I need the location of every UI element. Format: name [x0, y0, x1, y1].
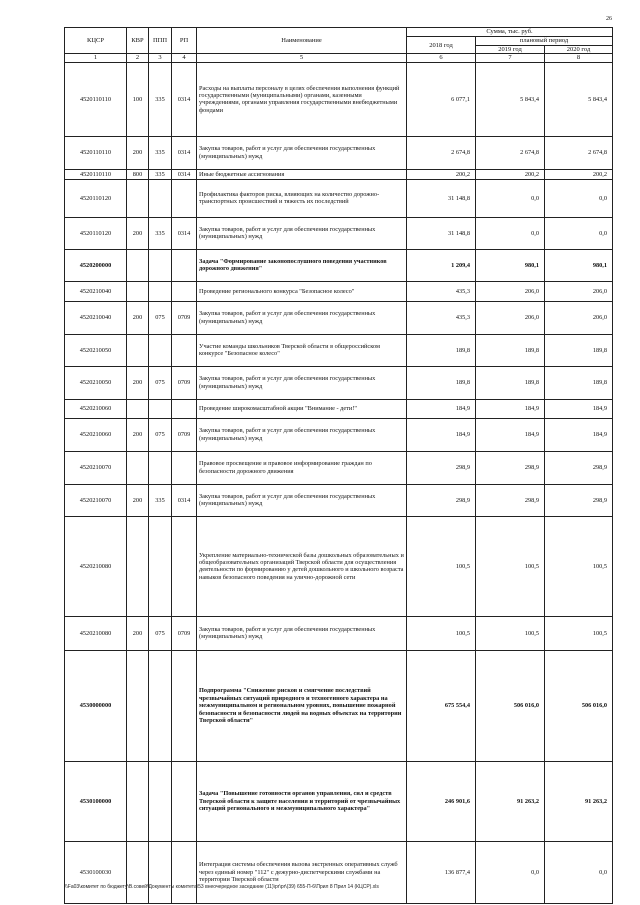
row-name: Проведение регионального конкурса "Безопасное колесо" [197, 281, 407, 301]
header-kvr: КВР [127, 28, 149, 54]
file-path-footer: \\Fa03\комитет по бюджету\В.совей\Документы комитета\53 внеочередное заседание (11)\pr\pr\(39) 655-П-6\Прил 8 Прил 14 (КЦСР).xls [65, 884, 379, 890]
row-value-2018: 100,5 [407, 616, 476, 650]
row-value-2018: 435,3 [407, 281, 476, 301]
row-rp [172, 650, 197, 761]
table-row [65, 650, 613, 761]
row-value-2020: 0,0 [545, 841, 613, 903]
row-value-2018: 184,9 [407, 399, 476, 418]
row-kvr [127, 650, 149, 761]
row-kvr [127, 516, 149, 616]
row-value-2020: 206,0 [545, 301, 613, 334]
column-number: 8 [545, 54, 613, 62]
header-2019: 2019 год [476, 46, 545, 54]
row-value-2018: 184,9 [407, 418, 476, 451]
row-kcsr: 4520110110 [65, 62, 127, 136]
row-ppp [149, 650, 172, 761]
column-number: 4 [172, 54, 197, 62]
table-row [65, 334, 613, 366]
row-value-2019: 5 843,4 [476, 62, 545, 136]
column-number: 2 [127, 54, 149, 62]
row-value-2020: 980,1 [545, 249, 613, 281]
row-name: Закупка товаров, работ и услуг для обеспечения государственных (муниципальных) нужд [197, 418, 407, 451]
row-value-2019: 0,0 [476, 217, 545, 249]
row-value-2020: 189,8 [545, 366, 613, 399]
row-ppp: 335 [149, 217, 172, 249]
row-value-2020: 5 843,4 [545, 62, 613, 136]
row-kcsr: 4520110110 [65, 136, 127, 169]
row-rp [172, 281, 197, 301]
row-kcsr: 4520210080 [65, 516, 127, 616]
row-value-2018: 100,5 [407, 516, 476, 616]
column-number: 6 [407, 54, 476, 62]
row-rp [172, 841, 197, 903]
row-rp: 0314 [172, 217, 197, 249]
row-kcsr: 4520210060 [65, 418, 127, 451]
table-row [65, 484, 613, 516]
row-name: Укрепление материально-технической базы дошкольных образовательных и общеобразовательных организаций Тверской области для осуществления деятельности по формированию у детей дошкольного и школьного возраста навыков безопасного поведения на улично-дорожной сети [197, 516, 407, 616]
row-ppp [149, 841, 172, 903]
row-kvr [127, 334, 149, 366]
table-row [65, 516, 613, 616]
table-row [65, 217, 613, 249]
row-value-2019: 200,2 [476, 169, 545, 179]
row-value-2019: 100,5 [476, 516, 545, 616]
row-rp: 0314 [172, 484, 197, 516]
table-row [65, 62, 613, 136]
table-row [65, 399, 613, 418]
row-kvr: 100 [127, 62, 149, 136]
row-value-2019: 0,0 [476, 179, 545, 217]
table-row [65, 301, 613, 334]
header-name: Наименование [197, 28, 407, 54]
row-kcsr: 4520200000 [65, 249, 127, 281]
row-value-2020: 298,9 [545, 451, 613, 484]
row-kvr: 200 [127, 418, 149, 451]
row-kvr [127, 761, 149, 841]
row-value-2018: 200,2 [407, 169, 476, 179]
row-rp [172, 399, 197, 418]
row-kvr [127, 841, 149, 903]
table-row [65, 761, 613, 841]
row-value-2018: 1 209,4 [407, 249, 476, 281]
table-row [65, 841, 613, 903]
row-value-2018: 6 077,1 [407, 62, 476, 136]
row-ppp: 075 [149, 301, 172, 334]
row-ppp: 335 [149, 484, 172, 516]
row-kvr: 200 [127, 217, 149, 249]
row-value-2019: 2 674,8 [476, 136, 545, 169]
row-value-2020: 189,8 [545, 334, 613, 366]
table-row [65, 179, 613, 217]
row-value-2019: 980,1 [476, 249, 545, 281]
row-rp [172, 249, 197, 281]
row-kcsr: 4520210040 [65, 281, 127, 301]
row-kcsr: 4520210070 [65, 484, 127, 516]
row-name: Проведение широкомасштабной акции "Внимание - дети!" [197, 399, 407, 418]
row-value-2018: 2 674,8 [407, 136, 476, 169]
row-ppp [149, 451, 172, 484]
row-ppp [149, 249, 172, 281]
column-number-row [65, 54, 613, 62]
row-name: Закупка товаров, работ и услуг для обеспечения государственных (муниципальных) нужд [197, 616, 407, 650]
row-ppp: 075 [149, 366, 172, 399]
row-ppp: 335 [149, 136, 172, 169]
row-kvr [127, 281, 149, 301]
table-row [65, 136, 613, 169]
row-value-2020: 184,9 [545, 418, 613, 451]
row-value-2019: 506 016,0 [476, 650, 545, 761]
row-rp [172, 451, 197, 484]
row-rp [172, 761, 197, 841]
row-kvr [127, 249, 149, 281]
header-2020: 2020 год [545, 46, 613, 54]
column-number: 5 [197, 54, 407, 62]
row-name: Задача "Повышение готовности органов управления, сил и средств Тверской области к защите населения и территорий от чрезвычайных ситуаций регионального и межмуниципального характера" [197, 761, 407, 841]
row-value-2020: 2 674,8 [545, 136, 613, 169]
column-number: 1 [65, 54, 127, 62]
row-value-2019: 298,9 [476, 484, 545, 516]
row-ppp: 075 [149, 616, 172, 650]
row-rp [172, 516, 197, 616]
table-row [65, 451, 613, 484]
row-rp [172, 179, 197, 217]
row-kcsr: 4520210050 [65, 334, 127, 366]
row-value-2019: 189,8 [476, 366, 545, 399]
row-value-2020: 0,0 [545, 179, 613, 217]
row-kvr: 200 [127, 616, 149, 650]
row-kcsr: 4530100030 [65, 841, 127, 903]
row-kcsr: 4520210080 [65, 616, 127, 650]
header-2018: 2018 год [407, 37, 476, 54]
row-kvr: 200 [127, 301, 149, 334]
row-value-2019: 184,9 [476, 399, 545, 418]
row-value-2018: 435,3 [407, 301, 476, 334]
table-row [65, 418, 613, 451]
row-ppp [149, 281, 172, 301]
row-kcsr: 4520110110 [65, 169, 127, 179]
row-ppp [149, 399, 172, 418]
row-ppp [149, 516, 172, 616]
row-kcsr: 4520210050 [65, 366, 127, 399]
row-value-2018: 675 554,4 [407, 650, 476, 761]
row-name: Закупка товаров, работ и услуг для обеспечения государственных (муниципальных) нужд [197, 366, 407, 399]
row-name: Профилактика факторов риска, влияющих на количество дорожно-транспортных происшествий и тяжесть их последствий [197, 179, 407, 217]
row-value-2018: 298,9 [407, 484, 476, 516]
budget-table [64, 27, 613, 904]
row-value-2020: 298,9 [545, 484, 613, 516]
row-value-2019: 100,5 [476, 616, 545, 650]
row-value-2018: 298,9 [407, 451, 476, 484]
row-kvr [127, 451, 149, 484]
row-name: Расходы на выплаты персоналу в целях обеспечения выполнения функций государственными (муниципальными) органами, казенными учреждениями, органами управления государственными внебюджетными фондами [197, 62, 407, 136]
table-row [65, 616, 613, 650]
row-value-2020: 100,5 [545, 616, 613, 650]
row-name: Закупка товаров, работ и услуг для обеспечения государственных (муниципальных) нужд [197, 136, 407, 169]
column-number: 7 [476, 54, 545, 62]
row-value-2018: 31 148,8 [407, 217, 476, 249]
row-value-2020: 506 016,0 [545, 650, 613, 761]
row-kvr [127, 179, 149, 217]
row-value-2019: 189,8 [476, 334, 545, 366]
row-value-2018: 31 148,8 [407, 179, 476, 217]
row-ppp: 335 [149, 62, 172, 136]
header-plan: плановый период [476, 37, 613, 46]
row-value-2020: 0,0 [545, 217, 613, 249]
row-rp: 0709 [172, 418, 197, 451]
table-row [65, 281, 613, 301]
row-value-2020: 100,5 [545, 516, 613, 616]
row-name: Иные бюджетные ассигнования [197, 169, 407, 179]
row-value-2020: 184,9 [545, 399, 613, 418]
row-value-2019: 0,0 [476, 841, 545, 903]
row-ppp [149, 761, 172, 841]
row-value-2020: 206,0 [545, 281, 613, 301]
row-rp: 0314 [172, 136, 197, 169]
row-rp: 0709 [172, 366, 197, 399]
header-ppp: ППП [149, 28, 172, 54]
table-row [65, 366, 613, 399]
row-name: Участие команды школьников Тверской области в общероссийском конкурсе "Безопасное колесо" [197, 334, 407, 366]
row-kcsr: 4530000000 [65, 650, 127, 761]
row-value-2018: 189,8 [407, 366, 476, 399]
row-name: Интеграция системы обеспечения вызова экстренных оперативных служб через единый номер "112" с дежурно-диспетчерскими службами на территории Тверской области [197, 841, 407, 903]
row-kcsr: 4520110120 [65, 179, 127, 217]
row-value-2018: 246 901,6 [407, 761, 476, 841]
row-kvr [127, 399, 149, 418]
page-number: 26 [606, 16, 612, 22]
row-kcsr: 4520210040 [65, 301, 127, 334]
row-ppp [149, 179, 172, 217]
row-value-2019: 206,0 [476, 301, 545, 334]
row-ppp: 075 [149, 418, 172, 451]
row-value-2019: 206,0 [476, 281, 545, 301]
row-name: Правовое просвещение и правовое информирование граждан по безопасности дорожного движения [197, 451, 407, 484]
row-kcsr: 4520210060 [65, 399, 127, 418]
table-row [65, 169, 613, 179]
row-rp: 0314 [172, 169, 197, 179]
row-value-2020: 91 263,2 [545, 761, 613, 841]
row-kvr: 800 [127, 169, 149, 179]
row-rp: 0709 [172, 301, 197, 334]
row-kvr: 200 [127, 136, 149, 169]
row-name: Закупка товаров, работ и услуг для обеспечения государственных (муниципальных) нужд [197, 484, 407, 516]
header-rp: РП [172, 28, 197, 54]
row-rp [172, 334, 197, 366]
row-name: Задача "Формирование законопослушного поведения участников дорожного движения" [197, 249, 407, 281]
row-value-2018: 189,8 [407, 334, 476, 366]
header-kcsr: КЦСР [65, 28, 127, 54]
row-ppp: 335 [149, 169, 172, 179]
row-value-2020: 200,2 [545, 169, 613, 179]
row-kcsr: 4520210070 [65, 451, 127, 484]
row-name: Закупка товаров, работ и услуг для обеспечения государственных (муниципальных) нужд [197, 301, 407, 334]
row-name: Подпрограмма "Снижение рисков и смягчение последствий чрезвычайных ситуаций природного и техногенного характера на межмуниципальном и региональном уровнях, повышение пожарной безопасности и безопасности людей на водных объектах на территории Тверской области" [197, 650, 407, 761]
row-kvr: 200 [127, 366, 149, 399]
row-value-2019: 298,9 [476, 451, 545, 484]
row-value-2019: 91 263,2 [476, 761, 545, 841]
table-row [65, 249, 613, 281]
row-value-2018: 136 877,4 [407, 841, 476, 903]
row-ppp [149, 334, 172, 366]
header-sum: Сумма, тыс. руб. [407, 28, 613, 37]
row-rp: 0314 [172, 62, 197, 136]
row-kvr: 200 [127, 484, 149, 516]
row-value-2019: 184,9 [476, 418, 545, 451]
row-rp: 0709 [172, 616, 197, 650]
row-kcsr: 4520110120 [65, 217, 127, 249]
row-name: Закупка товаров, работ и услуг для обеспечения государственных (муниципальных) нужд [197, 217, 407, 249]
row-kcsr: 4530100000 [65, 761, 127, 841]
column-number: 3 [149, 54, 172, 62]
